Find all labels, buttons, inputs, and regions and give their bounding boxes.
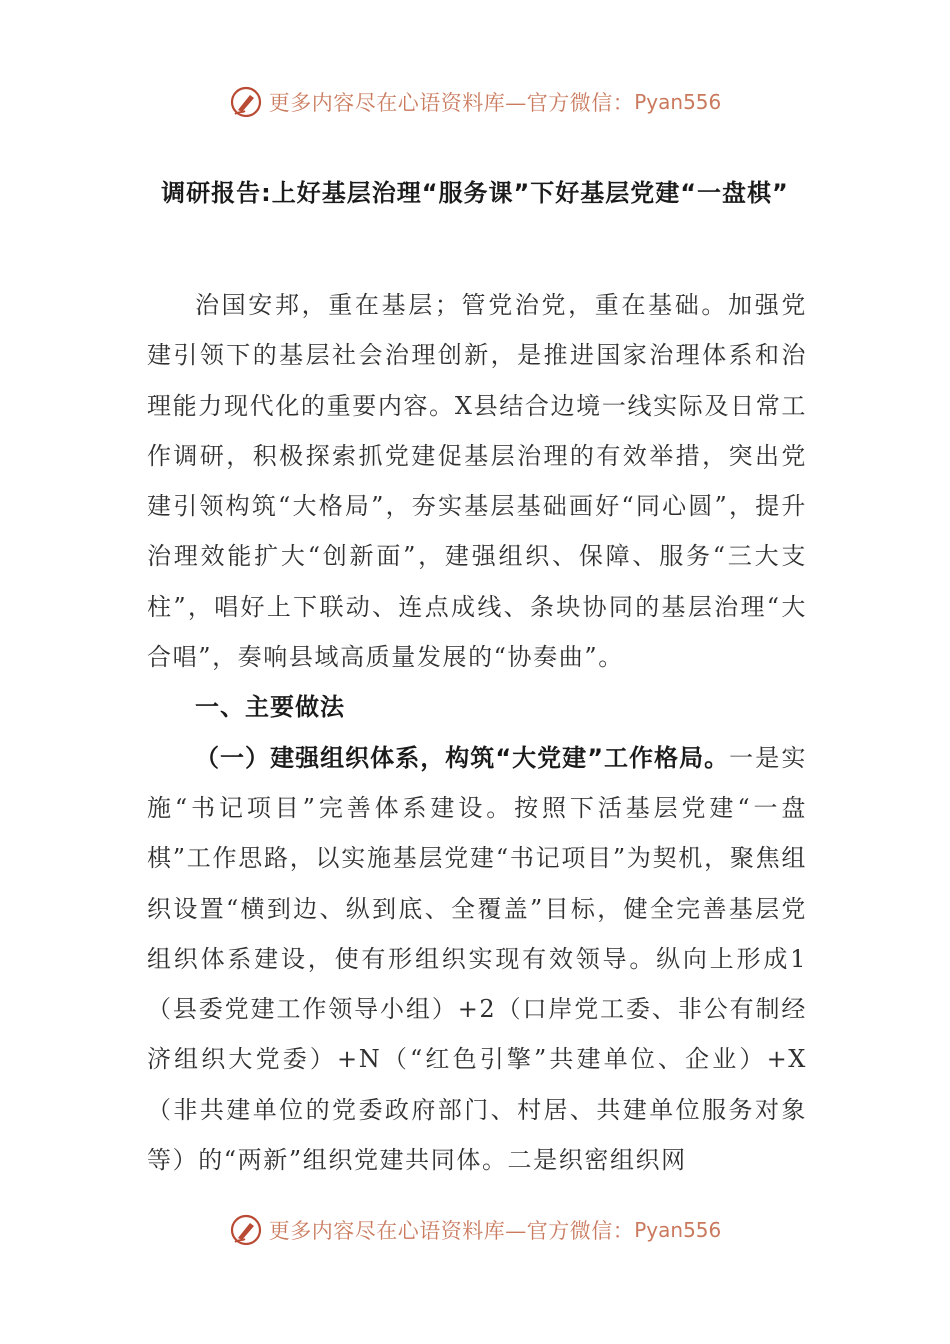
subsection-paragraph [147, 733, 807, 1186]
watermark-text: 更多内容尽在心语资料库—官方微信： [268, 91, 635, 115]
watermark-text: 更多内容尽在心语资料库—官方微信： [268, 1219, 635, 1243]
watermark-handle: Pyan556 [634, 1218, 722, 1242]
pen-seal-logo-icon [229, 1213, 263, 1247]
watermark-header [0, 82, 950, 122]
document-title: 调研报告:上好基层治理“服务课”下好基层党建“一盘棋” [161, 179, 789, 207]
document-body [147, 280, 807, 1185]
watermark-footer [0, 1210, 950, 1250]
subsection-body: 一是实施“书记项目”完善体系建设。按照下活基层党建“一盘棋”工作思路，以实施基层党建“书记项目”为契机，聚焦组织设置“横到边、纵到底、全覆盖”目标，健全完善基层党组织体系建设，使有形组织实现有效领导。纵向上形成1（县委党建工作领导小组）+2（口岸党工委、非公有制经济组织大党委）+N（“红色引擎”共建单位、企业）+X（非共建单位的党委政府部门、村居、共建单位服务对象等）的“两新”组织党建共同体。二是织密组织网 [147, 743, 807, 1175]
intro-paragraph: 治国安邦，重在基层；管党治党，重在基础。加强党建引领下的基层社会治理创新，是推进国家治理体系和治理能力现代化的重要内容。X县结合边境一线实际及日常工作调研，积极探索抓党建促基层治理的有效举措，突出党建引领构筑“大格局”，夯实基层基础画好“同心圆”，提升治理效能扩大“创新面”，建强组织、保障、服务“三大支柱”，唱好上下联动、连点成线、条块协同的基层治理“大合唱”，奏响县域高质量发展的“协奏曲”。 [147, 291, 807, 672]
subsection-title: （一）建强组织体系，构筑“大党建”工作格局。 [195, 743, 730, 772]
pen-seal-logo-icon [229, 85, 263, 119]
watermark-handle: Pyan556 [634, 90, 722, 114]
section-heading: 一、主要做法 [195, 693, 345, 722]
